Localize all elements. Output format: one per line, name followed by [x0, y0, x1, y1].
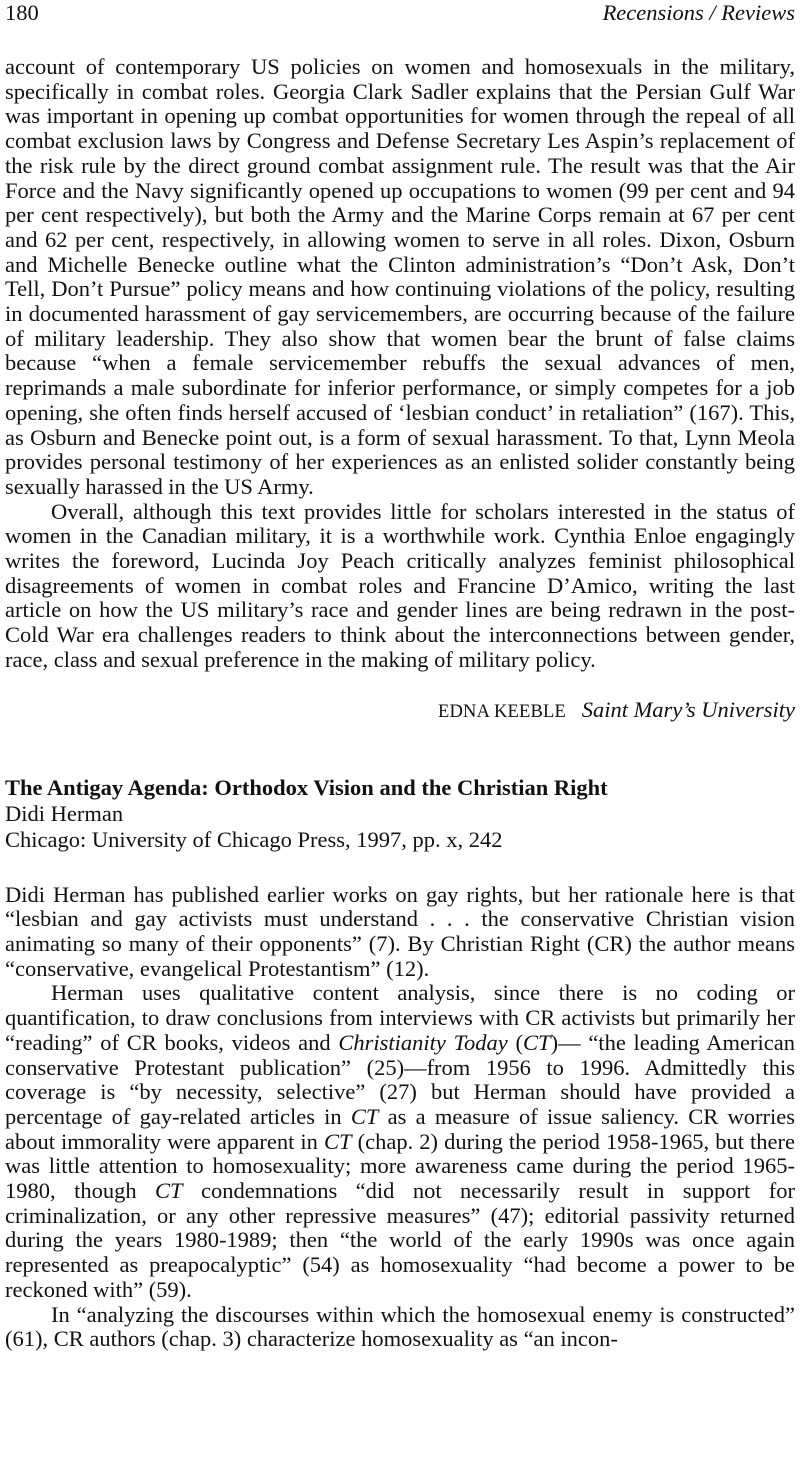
reviewer-signature — [5, 697, 795, 725]
text-run: ( — [507, 1029, 524, 1055]
periodical-abbrev: CT — [350, 1103, 379, 1129]
periodical-abbrev: CT — [523, 1029, 551, 1055]
reviewer-name: EDNA KEEBLE — [437, 701, 567, 722]
review2-paragraph-1: Didi Herman has published earlier works on gay rights, but her rationale here is that “lesbian and gay activists must understand . . . the conservative Christian vision animating so many of their opponents” (7). By Christian Right (CR) the author means “conservative, evangelical Protestantism” (12). — [5, 881, 795, 981]
book-author: Didi Herman — [5, 800, 124, 826]
periodical-title: Christianity Today — [338, 1029, 508, 1055]
book-publication: Chicago: University of Chicago Press, 1997, pp. x, 242 — [5, 826, 503, 852]
periodical-abbrev: CT — [324, 1128, 352, 1154]
reviewer-affiliation: Saint Mary’s University — [581, 696, 795, 722]
review-paragraph-continued: account of contemporary US policies on women and homosexuals in the military, specifically in combat roles. Georgia Clark Sadler explains that the Persian Gulf War was important in opening up combat opportunities for women through the repeal of all combat exclusion laws by Congress and Defense Secretary Les Aspin’s replacement of the risk rule by the direct ground combat assignment rule. The result was that the Air Force and the Navy significantly opened up occupations to women (99 per cent and 94 per cent respectively), but both the Army and the Marine Corps remain at 67 per cent and 62 per cent, respectively, in allowing women to serve in all roles. Dixon, Osburn and Michelle Benecke outline what the Clinton administration’s “Don’t Ask, Don’t Tell, Don’t Pursue” policy means and how continuing violations of the policy, resulting in documented harassment of gay servicemembers, are occurring because of the failure of military leadership. They also show that women bear the brunt of false claims because “when a female servicemember rebuffs the sexual advances of men, reprimands a male subordinate for inferior performance, or simply competes for a job opening, she often finds herself accused of ‘lesbian conduct’ in retaliation” (167). This, as Osburn and Benecke point out, is a form of sexual harassment. To that, Lynn Meola provides personal testimony of her experiences as an enlisted solider constantly being sexually harassed in the US Army. — [5, 54, 795, 499]
text-run: )— “the leading American conservative Protestant publication” (25)—from 1956 to 1996. Admittedly this coverage is “by necessity, selective” (27) but Herman should have provided a percentage of gay-related articles in — [5, 1029, 795, 1129]
running-head — [5, 0, 795, 30]
text-run: condemnations “did not necessarily result in support for criminalization, or any other repressive measures” (47); editorial passivity returned during the years 1980-1989; then “the world of the early 1990s was once again represented as preapocalyptic” (54) as homosexuality “had become a power to be reckoned with” (59). — [5, 1178, 795, 1302]
text-run: (chap. 2) during the period 1958-1965, but there was little attention to homosexuality; more awareness came during the period 1965-1980, though — [5, 1128, 795, 1204]
review2-paragraph-2 — [5, 981, 795, 1302]
book-title: The Antigay Agenda: Orthodox Vision and the Christian Right — [5, 774, 608, 800]
review2-paragraph-3: In “analyzing the discourses within which the homosexual enemy is constructed” (61), CR authors (chap. 3) characterize homosexuality as “an incon- — [5, 1301, 795, 1352]
page — [5, 0, 795, 1352]
text-run: Herman uses qualitative content analysis, since there is no coding or quantification, to draw conclusions from interviews with CR activists but primarily her “reading” of CR books, videos and — [5, 980, 795, 1055]
book-header — [5, 775, 795, 853]
page-number: 180 — [5, 0, 39, 25]
journal-title: Recensions / Reviews — [602, 0, 795, 25]
review-paragraph-conclusion: Overall, although this text provides little for scholars interested in the status of women in the Canadian military, it is a worthwhile work. Cynthia Enloe engagingly writes the foreword, Lucinda Joy Peach critically analyzes feminist philosophical disagreements of women in combat roles and Francine D’Amico, writing the last article on how the US military’s race and gender lines are being redrawn in the post-Cold War era challenges readers to think about the interconnections between gender, race, class and sexual preference in the making of military policy. — [5, 498, 795, 672]
periodical-abbrev: CT — [155, 1178, 183, 1204]
text-run: as a measure of issue saliency. CR worries about immorality were apparent in — [5, 1103, 795, 1154]
